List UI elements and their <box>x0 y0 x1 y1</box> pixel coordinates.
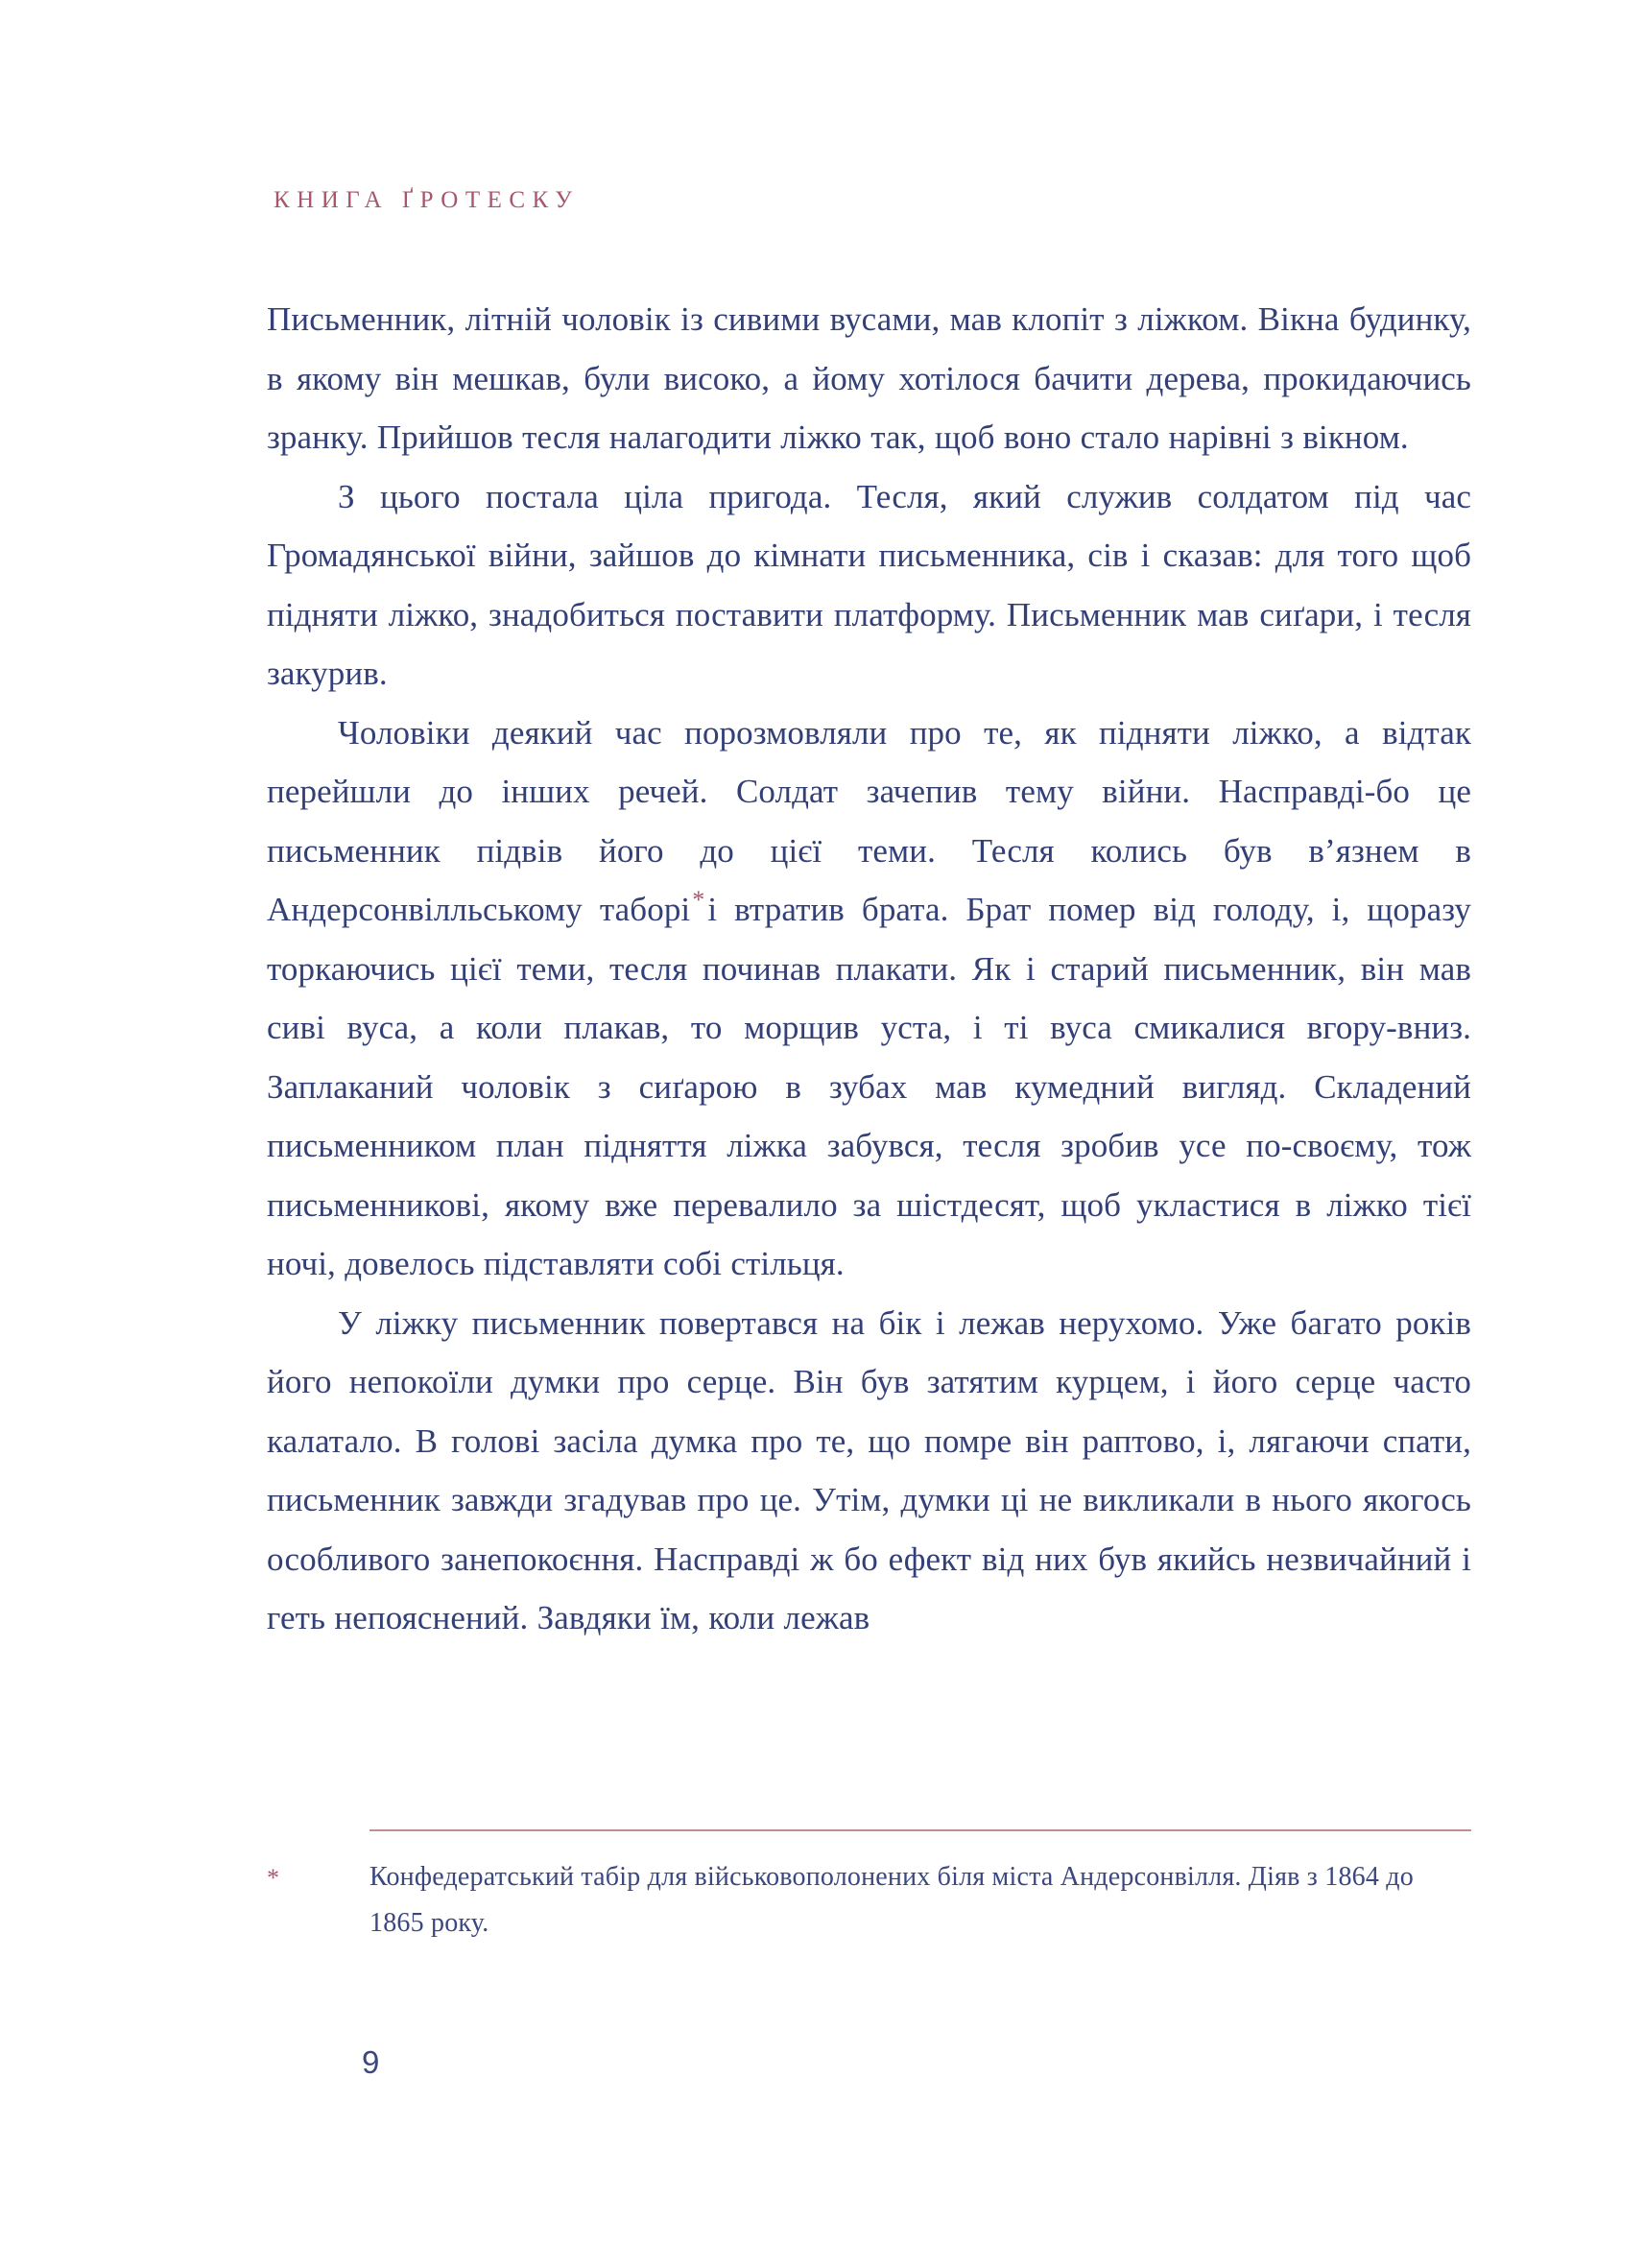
footnote-marker: * <box>267 1864 279 1892</box>
paragraph-continued-overleaf: У ліжку письменник повертався на бік і лежав нерухомо. Уже багато років його непокоїли думки про серце. Він був затятим курцем, і його серце часто калатало. В голові засіла думка про те, що помре він раптово, і, лягаючи спати, письменник завжди згадував про це. Утім, думки ці не викликали в нього якогось особливого занепокоєння. Насправді ж бо ефект від них був якийсь незвичайний і геть непояснений. Завдяки їм, коли лежав <box>267 1303 1471 1636</box>
paragraph: З цього постала ціла пригода. Тесля, який служив солдатом під час Громадянської війни, зайшов до кімнати письменника, сів і сказав: для того щоб підняти ліжко, знадобиться поставити платформу. Письменник мав сиґари, і тесля закурив. <box>267 477 1471 692</box>
footnote-reference-marker[interactable]: * <box>692 886 705 915</box>
running-head: КНИГА ҐРОТЕСКУ <box>274 187 580 213</box>
page-number: 9 <box>362 2044 380 2080</box>
footnote-text: Конфедератський табір для військовополонених біля міста Андерсонвілля. Діяв з 1864 до 1865 року. <box>369 1862 1414 1938</box>
paragraph-with-footnote-ref <box>267 704 1471 1294</box>
paragraph-text-after-footnote: і втратив брата. Брат помер від голоду, і, щоразу торкаючись цієї теми, тесля починав плакати. Як і старий письменник, він мав сиві вуса, а коли плакав, то морщив уста, і ті вуса смикалися вгору-вниз. Заплаканий чоловік з сиґарою в зубах мав кумедний вигляд. Складений письменником план підняття ліжка забувся, тесля зробив усе по-своєму, тож письменникові, якому вже перевалило за шістдесят, щоб укластися в ліжко тієї ночі, довелось підставляти собі стільця. <box>267 891 1471 1282</box>
body-text-block <box>267 290 1471 1648</box>
paragraph-text-before-footnote: Чоловіки деякий час порозмовляли про те, як підняти ліжко, а відтак перейшли до інших речей. Солдат зачепив тему війни. Насправді-бо це письменник підвів його до цієї теми. Тесля колись був в’язнем в Андерсонвілльському таборі <box>267 713 1471 928</box>
footnote-separator-rule <box>369 1829 1471 1831</box>
paragraph: Письменник, літній чоловік із сивими вусами, мав клопіт з ліжком. Вікна будинку, в якому він мешкав, були високо, а йому хотілося бачити дерева, прокидаючись зранку. Прийшов тесля налагодити ліжко так, щоб воно стало нарівні з вікном. <box>267 300 1471 456</box>
